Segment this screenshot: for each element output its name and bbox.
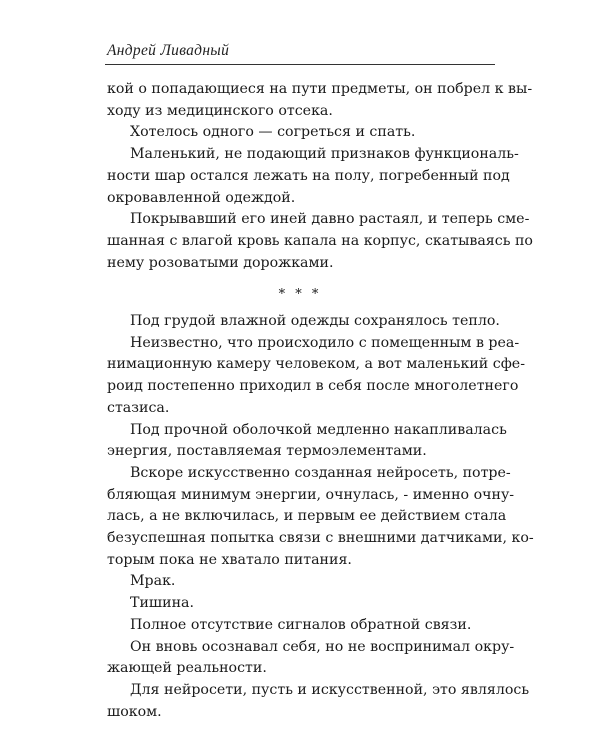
text-line: Он вновь осознавал себя, но не воспринимал окру- — [130, 638, 515, 655]
text-line: Хотелось одного — согреться и спать. — [130, 124, 416, 141]
text-line: стазиса. — [107, 399, 170, 416]
scene-break-asterisks: * * * — [278, 287, 322, 303]
paragraph-13 — [107, 680, 530, 723]
text-line: роид постепенно приходил в себя после многолетнего — [107, 378, 519, 395]
paragraph-11 — [107, 615, 493, 637]
text-line: ности шар остался лежать на полу, погребенный под — [107, 167, 510, 184]
paragraph-1 — [107, 79, 533, 122]
paragraph-3 — [107, 144, 519, 209]
text-line: безуспешная попытка связи с внешними датчиками, ко- — [107, 530, 534, 547]
paragraph-8 — [107, 463, 534, 572]
text-line: торым пока не хватало питания. — [107, 551, 352, 568]
text-line: Под прочной оболочкой медленно накапливалась — [130, 421, 507, 438]
running-head-author: Андрей Ливадный — [107, 42, 230, 59]
header-rule — [105, 64, 495, 65]
text-line: Неизвестно, что происходило с помещенным в реа- — [130, 334, 520, 351]
text-line: нему розоватыми дорожками. — [107, 254, 334, 271]
text-line: Тишина. — [130, 595, 194, 612]
text-line: Полное отсутствие сигналов обратной связи. — [130, 616, 472, 633]
text-line: энергия, поставляемая термоэлементами. — [107, 443, 427, 460]
text-line: шанная с влагой кровь капала на корпус, скатываясь по — [107, 232, 533, 249]
paragraph-9 — [107, 571, 493, 593]
page-body — [107, 79, 534, 723]
text-line: бляющая минимум энергии, очнулась, - именно очну- — [107, 486, 515, 503]
paragraph-7 — [107, 420, 507, 463]
text-line: Вскоре искусственно созданная нейросеть, потре- — [130, 464, 511, 481]
text-line: окровавленной одеждой. — [107, 189, 296, 206]
text-line: жающей реальности. — [107, 660, 267, 677]
text-line: Под грудой влажной одежды сохранялось тепло. — [130, 313, 500, 330]
text-line: ходу из медицинского отсека. — [107, 102, 333, 119]
text-line: лась, а не включилась, и первым ее действием стала — [107, 508, 507, 525]
paragraph-4 — [107, 209, 533, 274]
paragraph-12 — [107, 637, 515, 680]
paragraph-10 — [107, 593, 493, 615]
text-line: кой о попадающиеся на пути предметы, он побрел к вы- — [107, 81, 533, 97]
paragraph-2 — [107, 122, 493, 144]
text-line: Мрак. — [130, 573, 176, 590]
text-line: Для нейросети, пусть и искусственной, это являлось — [130, 681, 530, 698]
paragraph-6 — [107, 333, 525, 420]
text-line: шоком. — [107, 703, 162, 720]
paragraph-5 — [107, 311, 500, 333]
text-line: Маленький, не подающий признаков функциональ- — [130, 146, 519, 163]
text-line: Покрывавший его иней давно растаял, и теперь сме- — [130, 211, 530, 228]
text-line: нимационную камеру человеком, а вот маленький сфе- — [107, 356, 525, 373]
